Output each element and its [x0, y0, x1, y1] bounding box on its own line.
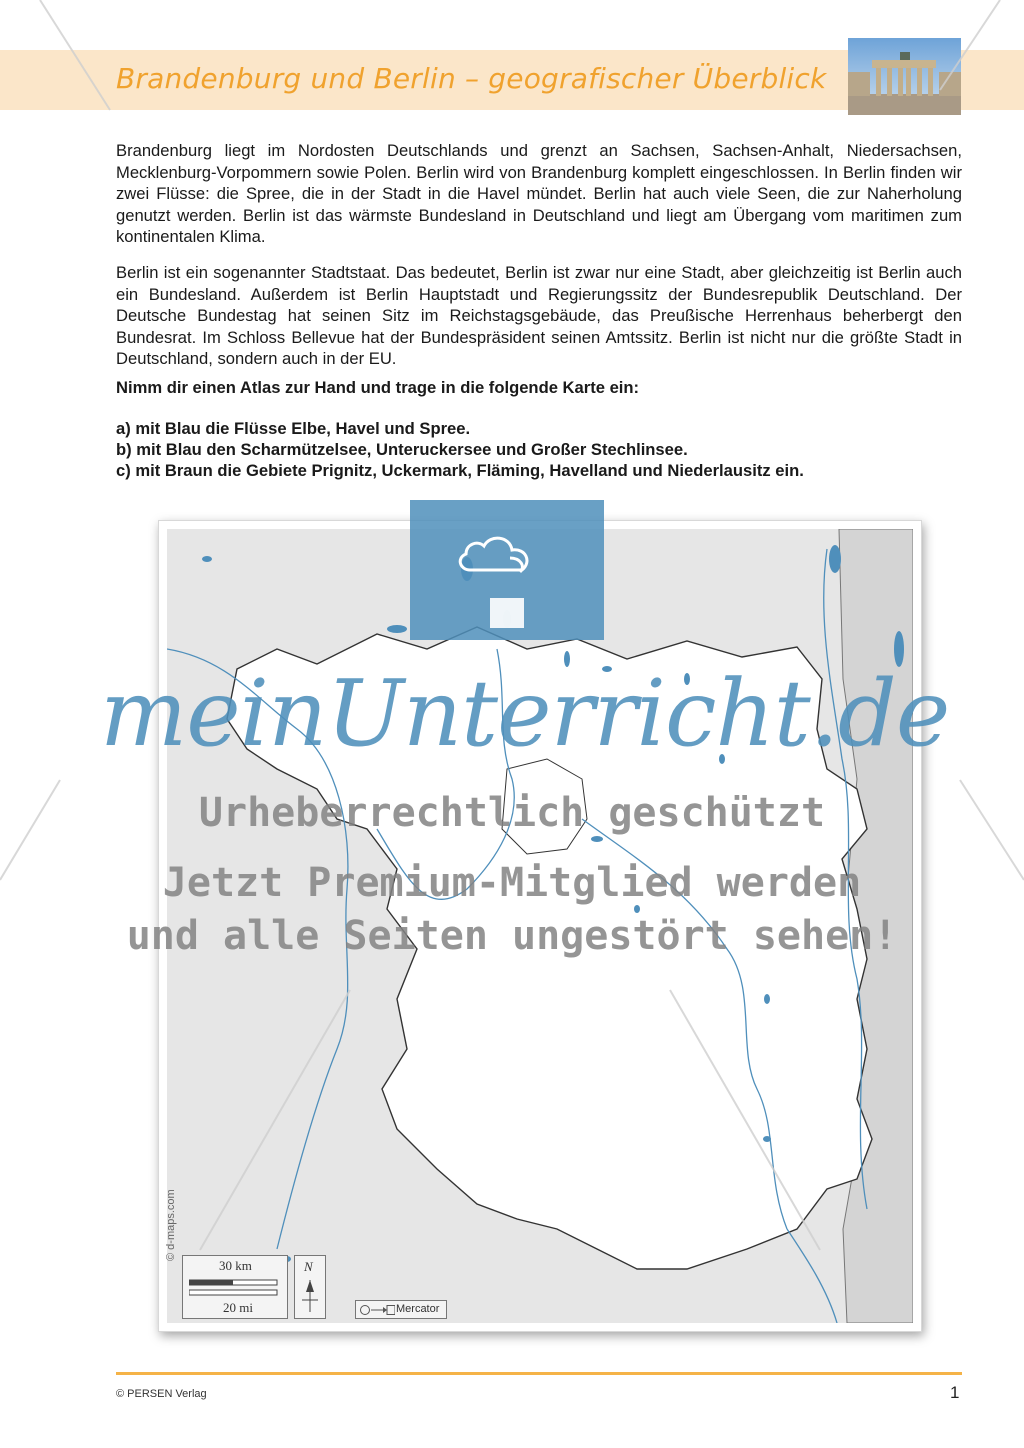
lake [634, 905, 640, 913]
lake [829, 545, 841, 573]
north-label: N [304, 1259, 313, 1274]
task-list [116, 418, 804, 481]
map-credit: © d-maps.com [165, 1189, 177, 1261]
footer-publisher: © PERSEN Verlag [116, 1388, 207, 1400]
intro-paragraph: Brandenburg liegt im Nordosten Deutschlands und grenzt an Sachsen, Sachsen-Anhalt, Niedersachsen, Mecklenburg-Vorpommern sowie Polen. Berlin wird von Brandenburg komplett eingeschlossen. In Berlin finden wir zwei Flüsse: die Spree, die in der Stadt in die Havel mündet. Berlin hat auch viele Seen, die zur Naherholung genutzt werden. Berlin ist das wärmste Bundesland in Deutschland und liegt am Übergang vom maritimen zum kontinentalen Klima. [116, 141, 962, 246]
scale-bar [189, 1278, 281, 1298]
lake [591, 836, 603, 842]
watermark-line-3: und alle Seiten ungestört sehen! [126, 913, 898, 959]
page-title: Brandenburg und Berlin – geografischer Überblick [116, 62, 827, 95]
task-heading: Nimm dir einen Atlas zur Hand und trage in die folgende Karte ein: [116, 378, 640, 397]
watermark-line-2: Jetzt Premium-Mitglied werden [162, 860, 862, 906]
stadtstaat-paragraph: Berlin ist ein sogenannter Stadtstaat. Das bedeutet, Berlin ist zwar nur eine Stadt, aber gleichzeitig ist Berlin auch ein Bundesland. Außerdem ist Berlin Hauptstadt und Regierungssitz der Bundesrepublik Deutschland. Der Deutsche Bundestag hat seinen Sitz im Reichstagsgebäude, das Preußische Herrenhaus beherbergt den Bundesrat. Im Schloss Bellevue hat der Bundespräsident seinen Amtssitz. Berlin ist nicht nur die größte Stadt in Deutschland, sondern auch in der EU. [116, 263, 962, 368]
task-item-b: b) mit Blau den Scharmützelsee, Unteruckersee und Großer Stechlinsee. [116, 440, 688, 459]
lake [764, 994, 770, 1004]
watermark-briefcase-icon [410, 500, 604, 640]
task-item-c: c) mit Braun die Gebiete Prignitz, Uckermark, Fläming, Havelland und Niederlausitz ein. [116, 461, 804, 480]
watermark-brand: meinUnterricht.de [100, 660, 950, 767]
north-arrow-box [294, 1255, 326, 1319]
projection-label: Mercator [396, 1303, 440, 1315]
north-arrow-icon [300, 1278, 320, 1314]
lake [202, 556, 212, 562]
brandenburg-gate-photo [848, 38, 961, 115]
footer-divider [116, 1372, 962, 1375]
scale-km-label: 30 km [219, 1258, 252, 1273]
lake [763, 1136, 771, 1142]
task-item-a: a) mit Blau die Flüsse Elbe, Havel und Spree. [116, 419, 471, 438]
scale-mi-label: 20 mi [223, 1300, 253, 1315]
watermark-line-1: Urheberrechtlich geschützt [198, 790, 826, 836]
map-scale-box [182, 1255, 288, 1319]
lake [387, 625, 407, 633]
page-number: 1 [950, 1383, 960, 1402]
projection-box [355, 1300, 447, 1319]
projection-icon [359, 1304, 395, 1316]
